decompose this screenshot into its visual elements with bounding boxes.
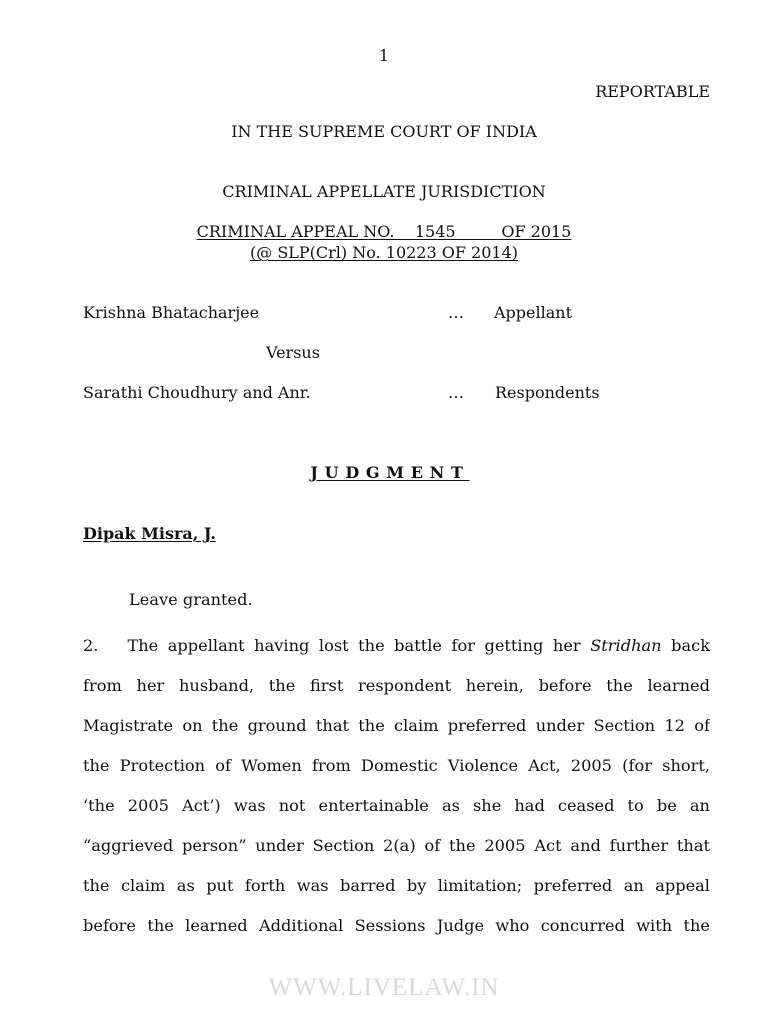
paragraph-2-line-7: the claim as put forth was barred by limitation; preferred an appeal [83,876,710,895]
paragraph-2-line-1-start: The appellant having lost the battle for getting her [127,636,581,655]
paragraph-2-line-1-end: back [671,636,710,655]
livelaw-watermark: WWW.LIVELAW.IN [268,974,500,1001]
judge-author: Dipak Misra, J. [83,524,216,543]
paragraph-2-line-3: Magistrate on the ground that the claim preferred under Section 12 of [83,716,710,735]
court-name: IN THE SUPREME COURT OF INDIA [231,122,537,141]
paragraph-2-line-6: “aggrieved person” under Section 2(a) of the 2005 Act and further that [83,836,710,855]
paragraph-2-line-8: before the learned Additional Sessions Judge who concurred with the [83,916,710,935]
paragraph-1: Leave granted. [129,590,253,609]
page-number: 1 [378,46,390,65]
reportable-label: REPORTABLE [595,82,710,101]
appellant-role: Appellant [494,303,573,322]
respondent-role: Respondents [495,383,600,402]
paragraph-2 [83,626,710,946]
versus-label: Versus [266,343,320,362]
paragraph-2-number: 2. [83,636,99,655]
paragraph-2-line-1 [83,626,710,666]
appeal-number: CRIMINAL APPEAL NO. 1545 OF 2015 [196,222,572,241]
jurisdiction-heading: CRIMINAL APPELLATE JURISDICTION [222,182,546,201]
paragraph-2-line-2: from her husband, the first respondent herein, before the learned [83,676,710,695]
appellant-name: Krishna Bhatacharjee [83,303,260,322]
paragraph-2-line-4: the Protection of Women from Domestic Violence Act, 2005 (for short, [83,756,710,775]
respondent-name: Sarathi Choudhury and Anr. [83,383,311,402]
respondent-dots: … [448,383,464,402]
judgment-heading: JUDGMENT [310,463,470,482]
slp-number: (@ SLP(Crl) No. 10223 OF 2014) [249,243,519,262]
paragraph-2-line-5: ‘the 2005 Act’) was not entertainable as she had ceased to be an [83,796,710,815]
stridhan-term: Stridhan [590,636,662,655]
appellant-dots: … [448,303,464,322]
